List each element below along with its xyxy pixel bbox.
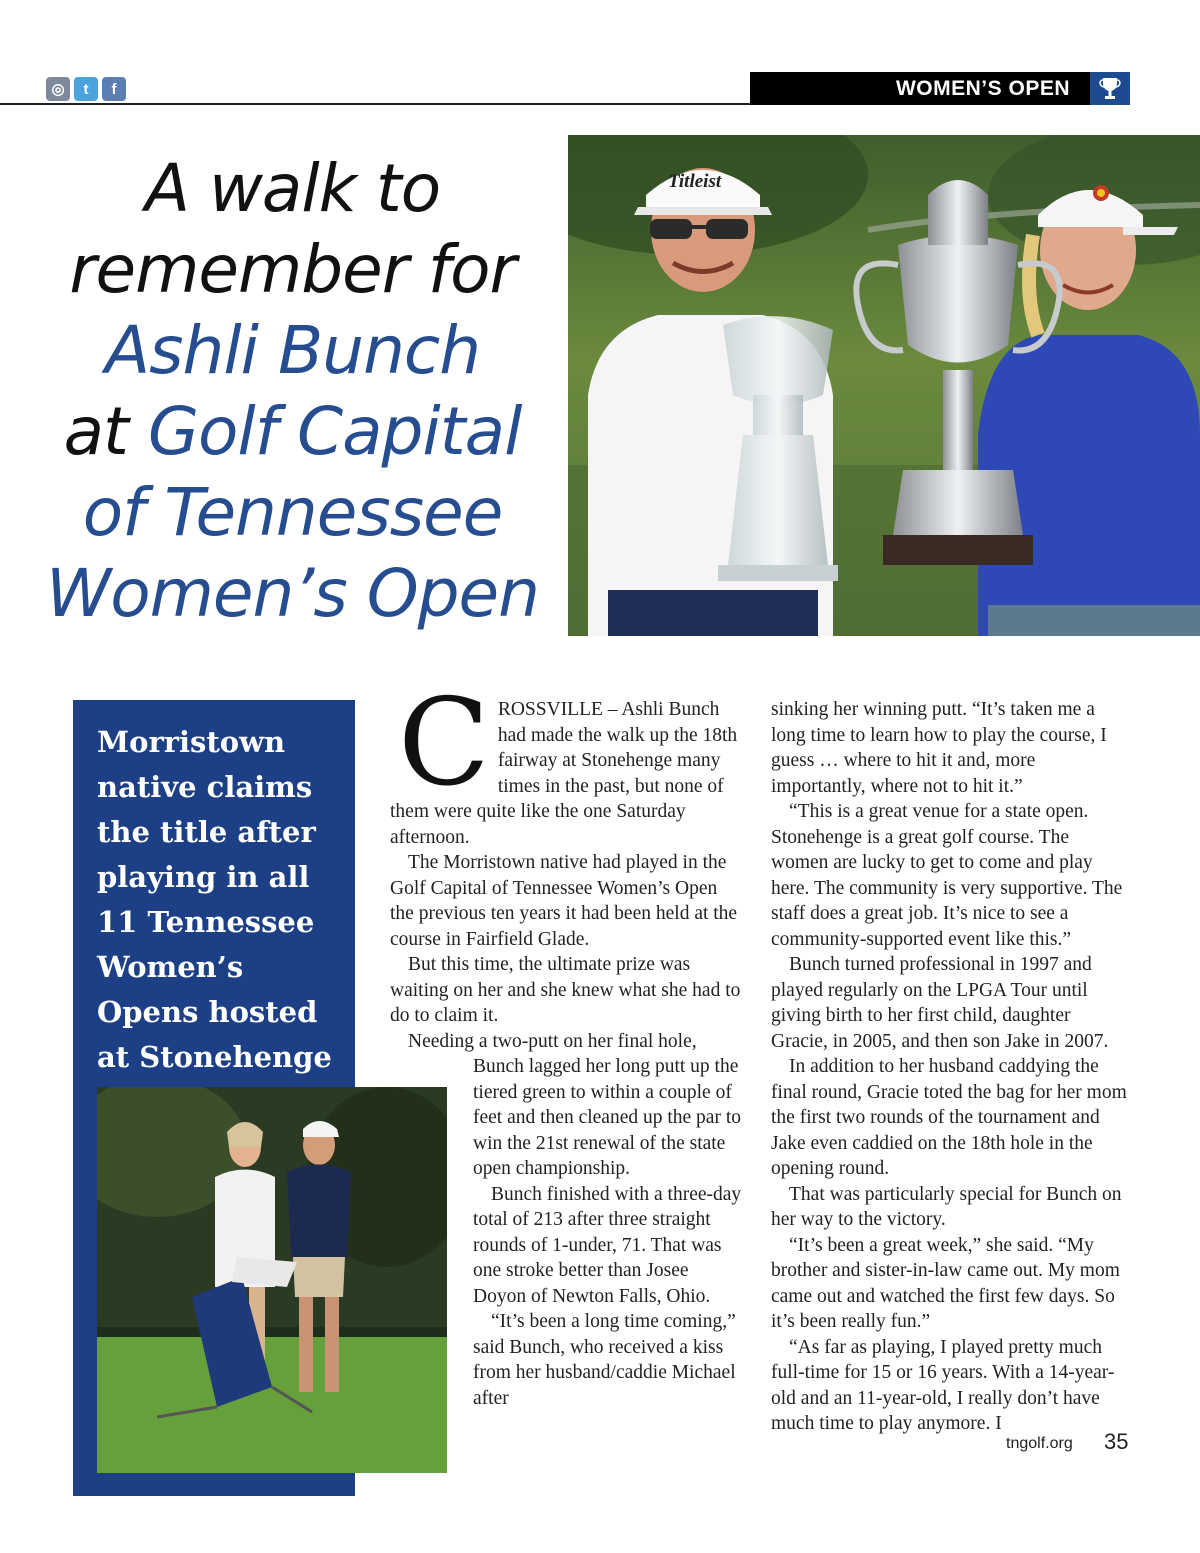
headline-event: Golf Capital	[147, 393, 522, 470]
headline-line: of Tennessee	[82, 474, 503, 551]
header-rule	[0, 103, 750, 105]
headline-line: Women’s Open	[46, 555, 539, 632]
headline-line: remember for	[69, 231, 516, 308]
facebook-icon[interactable]: f	[102, 77, 126, 101]
headline-at: at	[63, 393, 128, 470]
article-paragraph: “It’s been a long time coming,” said Bunch, who received a kiss from her husband/caddie Michael after	[473, 1311, 736, 1409]
article-column-2	[771, 697, 1131, 1437]
article-paragraph: That was particularly special for Bunch on her way to the victory.	[771, 1183, 1122, 1230]
social-links	[46, 77, 126, 101]
article-paragraph: Needing a two-putt on her final hole,	[408, 1030, 697, 1052]
twitter-icon[interactable]: t	[74, 77, 98, 101]
article-paragraph: “As far as playing, I played pretty much full-time for 15 or 16 years. With a 14-year-old and an 11-year-old, I really don’t have much time to play anymore. I	[771, 1336, 1115, 1434]
hero-photo	[568, 135, 1200, 636]
article-paragraph: Bunch turned professional in 1997 and played regularly on the LPGA Tour until giving birth to her first child, daughter Gracie, in 2005, and then son Jake in 2007.	[771, 954, 1109, 1052]
headline	[30, 148, 555, 634]
headline-line: A walk to	[144, 150, 441, 227]
article-paragraph: The Morristown native had played in the Golf Capital of Tennessee Women’s Open the previous ten years it had been held at the course in Fairfield Glade.	[390, 852, 738, 950]
article-paragraph: In addition to her husband caddying the final round, Gracie toted the bag for her mom the first two rounds of the tournament and Jake even caddied on the 18th hole in the opening round.	[771, 1056, 1127, 1179]
article-paragraph: ROSSVILLE – Ashli Bunch had made the walk up the 18th fairway at Stonehenge many times in the past, but none of them were quite like the one Saturday afternoon.	[390, 699, 738, 848]
article-paragraph: “It’s been a great week,” she said. “My brother and sister-in-law came out. My mom came out and watched the first few days. So it’s been really fun.”	[771, 1234, 1120, 1332]
article-inset-text	[473, 1054, 745, 1411]
instagram-icon[interactable]: ◎	[46, 77, 70, 101]
section-label: WOMEN’S OPEN	[750, 72, 1090, 105]
cap-logo: Titleist	[668, 171, 722, 192]
headline-name: Ashli Bunch	[104, 312, 481, 389]
article-paragraph: But this time, the ultimate prize was waiting on her and she knew what she had to do to claim it.	[390, 954, 741, 1026]
headline-line	[30, 391, 555, 472]
article-paragraph: sinking her winning putt. “It’s taken me a long time to learn how to play the course, I guess … where to hit it and, more importantly, where not to hit it.”	[771, 699, 1107, 797]
footer-site[interactable]: tngolf.org	[1006, 1435, 1073, 1452]
article-paragraph: Bunch lagged her long putt up the tiered green to within a couple of feet and then cleaned up the par to win the 21st renewal of the state open championship.	[473, 1056, 742, 1179]
article-paragraph: “This is a great venue for a state open. Stonehenge is a great golf course. The women are lucky to get to come and play here. The community is very supportive. The staff does a great job. It’s nice to see a community-supported event like this.”	[771, 801, 1123, 950]
page-number: 35	[1104, 1429, 1129, 1454]
article-column-1	[390, 674, 745, 1411]
article-paragraph: Bunch finished with a three-day total of 213 after three straight rounds of 1-under, 71. That was one stroke better than Josee Doyon of Newton Falls, Ohio.	[473, 1183, 742, 1307]
trophy-icon	[1090, 72, 1130, 105]
deck-text: Morristown native claims the title after playing in all 11 Tennessee Women’s Opens hosted at Stonehenge	[97, 725, 332, 1074]
drop-cap: C	[398, 674, 490, 813]
